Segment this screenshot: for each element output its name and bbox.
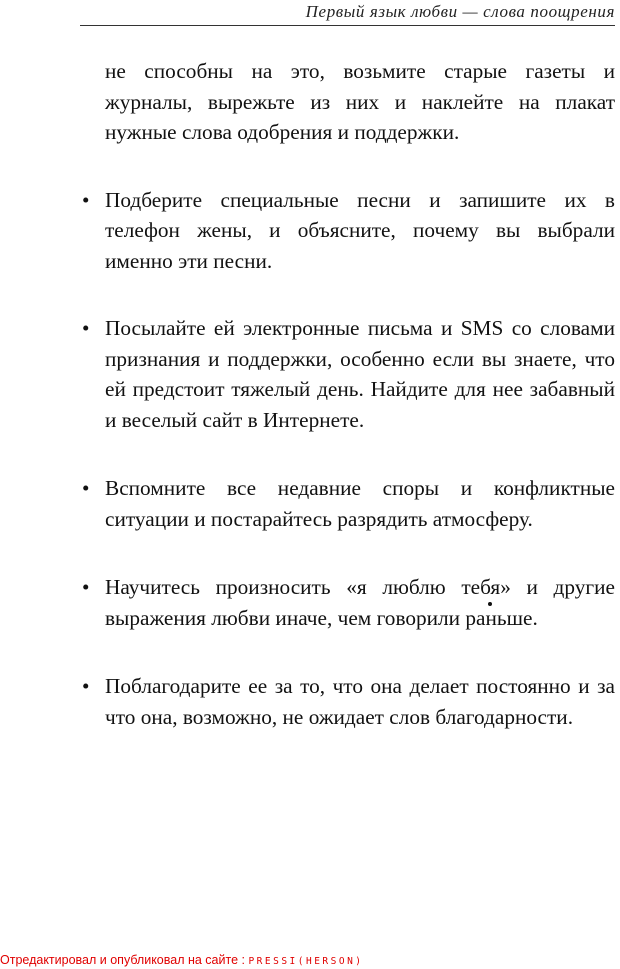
- bullet-item: [80, 473, 615, 534]
- bullet-item: [80, 185, 615, 277]
- header-rule: [80, 25, 615, 26]
- footer-credit: [0, 953, 620, 969]
- bullet-icon: •: [82, 316, 90, 340]
- bullet-item: [80, 671, 615, 732]
- paragraph-continuation: не способны на это, возьмите старые газеты и журналы, вырежьте из них и наклейте на плакат нужные слова одобрения и поддержки.: [105, 59, 615, 144]
- bullet-icon: •: [82, 575, 90, 599]
- bullet-text: Научитесь произносить «я люблю тебя» и другие выражения любви иначе, чем говорили раньше.: [105, 575, 615, 630]
- bullet-text: Подберите специальные песни и запишите их в телефон жены, и объясните, почему вы выбрали именно эти песни.: [105, 187, 615, 273]
- bullet-icon: •: [82, 187, 90, 212]
- footer-separator: :: [238, 953, 249, 967]
- footer-site-link[interactable]: PRESSI(HERSON): [248, 956, 364, 967]
- bullet-icon: •: [82, 476, 90, 500]
- print-speck: [488, 602, 492, 606]
- bullet-item: [80, 572, 615, 633]
- footer-text: Отредактировал и опубликовал на сайте: [0, 953, 239, 967]
- bullet-text: Вспомните все недавние споры и конфликтные ситуации и постарайтесь разрядить атмосферу.: [105, 476, 615, 531]
- bullet-icon: •: [82, 674, 90, 698]
- running-head: Первый язык любви — слова поощрения: [305, 2, 615, 21]
- bullet-text: Посылайте ей электронные письма и SMS со словами признания и поддержки, особенно если вы знаете, что ей предстоит тяжелый день. Найдите для нее забавный и веселый сайт в Интернете.: [105, 316, 615, 432]
- page-body: [80, 56, 615, 732]
- bullet-item: [80, 313, 615, 435]
- bullet-text: Поблагодарите ее за то, что она делает постоянно и за что она, возможно, не ожидает слов благодарности.: [105, 674, 615, 729]
